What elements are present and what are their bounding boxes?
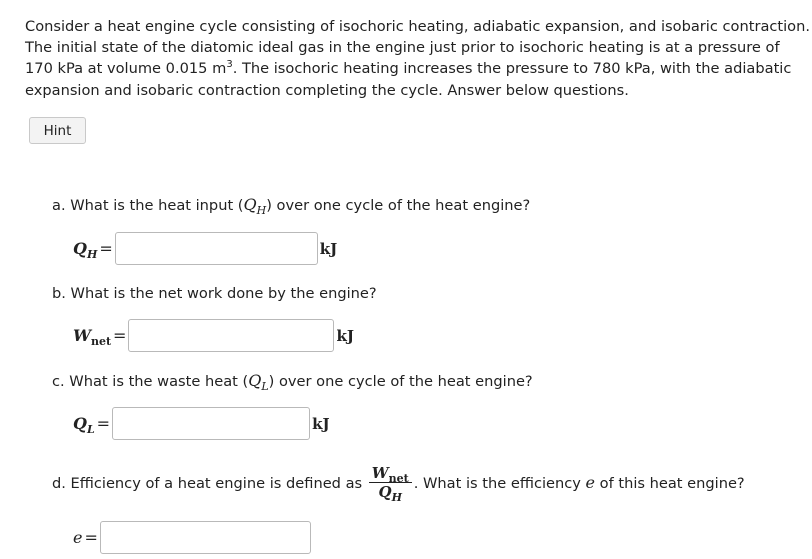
answer-b-label: $W_{net}$ [73,326,112,348]
question-a [52,195,530,216]
question-c-prefix: c. What is the waste heat ( [52,373,249,390]
question-d-suffix-2: of this heat engine? [595,475,745,492]
answer-row-d [73,521,311,554]
question-d-prefix: d. Efficiency of a heat engine is defined as [52,475,367,492]
question-a-symbol: $Q_H$ [243,195,267,217]
question-c-suffix: ) over one cycle of the heat engine? [268,373,533,390]
question-d-suffix: . What is the efficiency [413,475,586,492]
question-d [52,463,745,504]
answer-row-a [73,232,337,265]
answer-a-input[interactable] [115,232,318,265]
answer-d-label: e [73,528,83,547]
answer-a-label: $Q_H$ [73,239,98,261]
answer-row-b [73,319,354,352]
question-a-prefix: a. What is the heat input ( [52,197,244,214]
answer-b-input[interactable] [128,319,334,352]
answer-b-unit: kJ [336,326,354,345]
question-c [52,371,533,392]
equals-sign: = [96,414,111,433]
answer-d-input[interactable] [100,521,311,554]
hint-button[interactable]: Hint [29,117,86,144]
question-d-symbol: e [585,473,596,492]
problem-statement [25,16,810,101]
equals-sign: = [84,528,98,547]
answer-c-label: $Q_L$ [73,414,95,436]
answer-c-input[interactable] [112,407,310,440]
answer-c-unit: kJ [312,414,330,433]
answer-a-unit: kJ [319,239,338,258]
question-b [52,284,377,304]
equals-sign: = [113,326,127,345]
cubic-superscript: 3 [226,59,233,71]
problem-statement-text-1: Consider a heat engine cycle consisting of isochoric heating, adiabatic expansion, and isobaric contraction. The initial state of the diatomic ideal gas in the engine just prior to isochoric heating is at a pressure of 170 kPa at volume 0.015 m [25,18,810,78]
answer-row-c [73,407,330,440]
problem-statement-text-2: . The isochoric heating increases the pressure to 780 kPa, with the adiabatic expansion and isobaric contraction completing the cycle. Answer below questions. [25,60,792,99]
equals-sign: = [99,239,113,258]
question-b-prefix: b. What is the net work done by the engine? [52,285,377,302]
efficiency-fraction: $\frac{W_{net}}{Q_H}$ [369,464,412,501]
question-c-symbol: $Q_L$ [248,371,269,393]
question-a-suffix: ) over one cycle of the heat engine? [266,197,531,214]
